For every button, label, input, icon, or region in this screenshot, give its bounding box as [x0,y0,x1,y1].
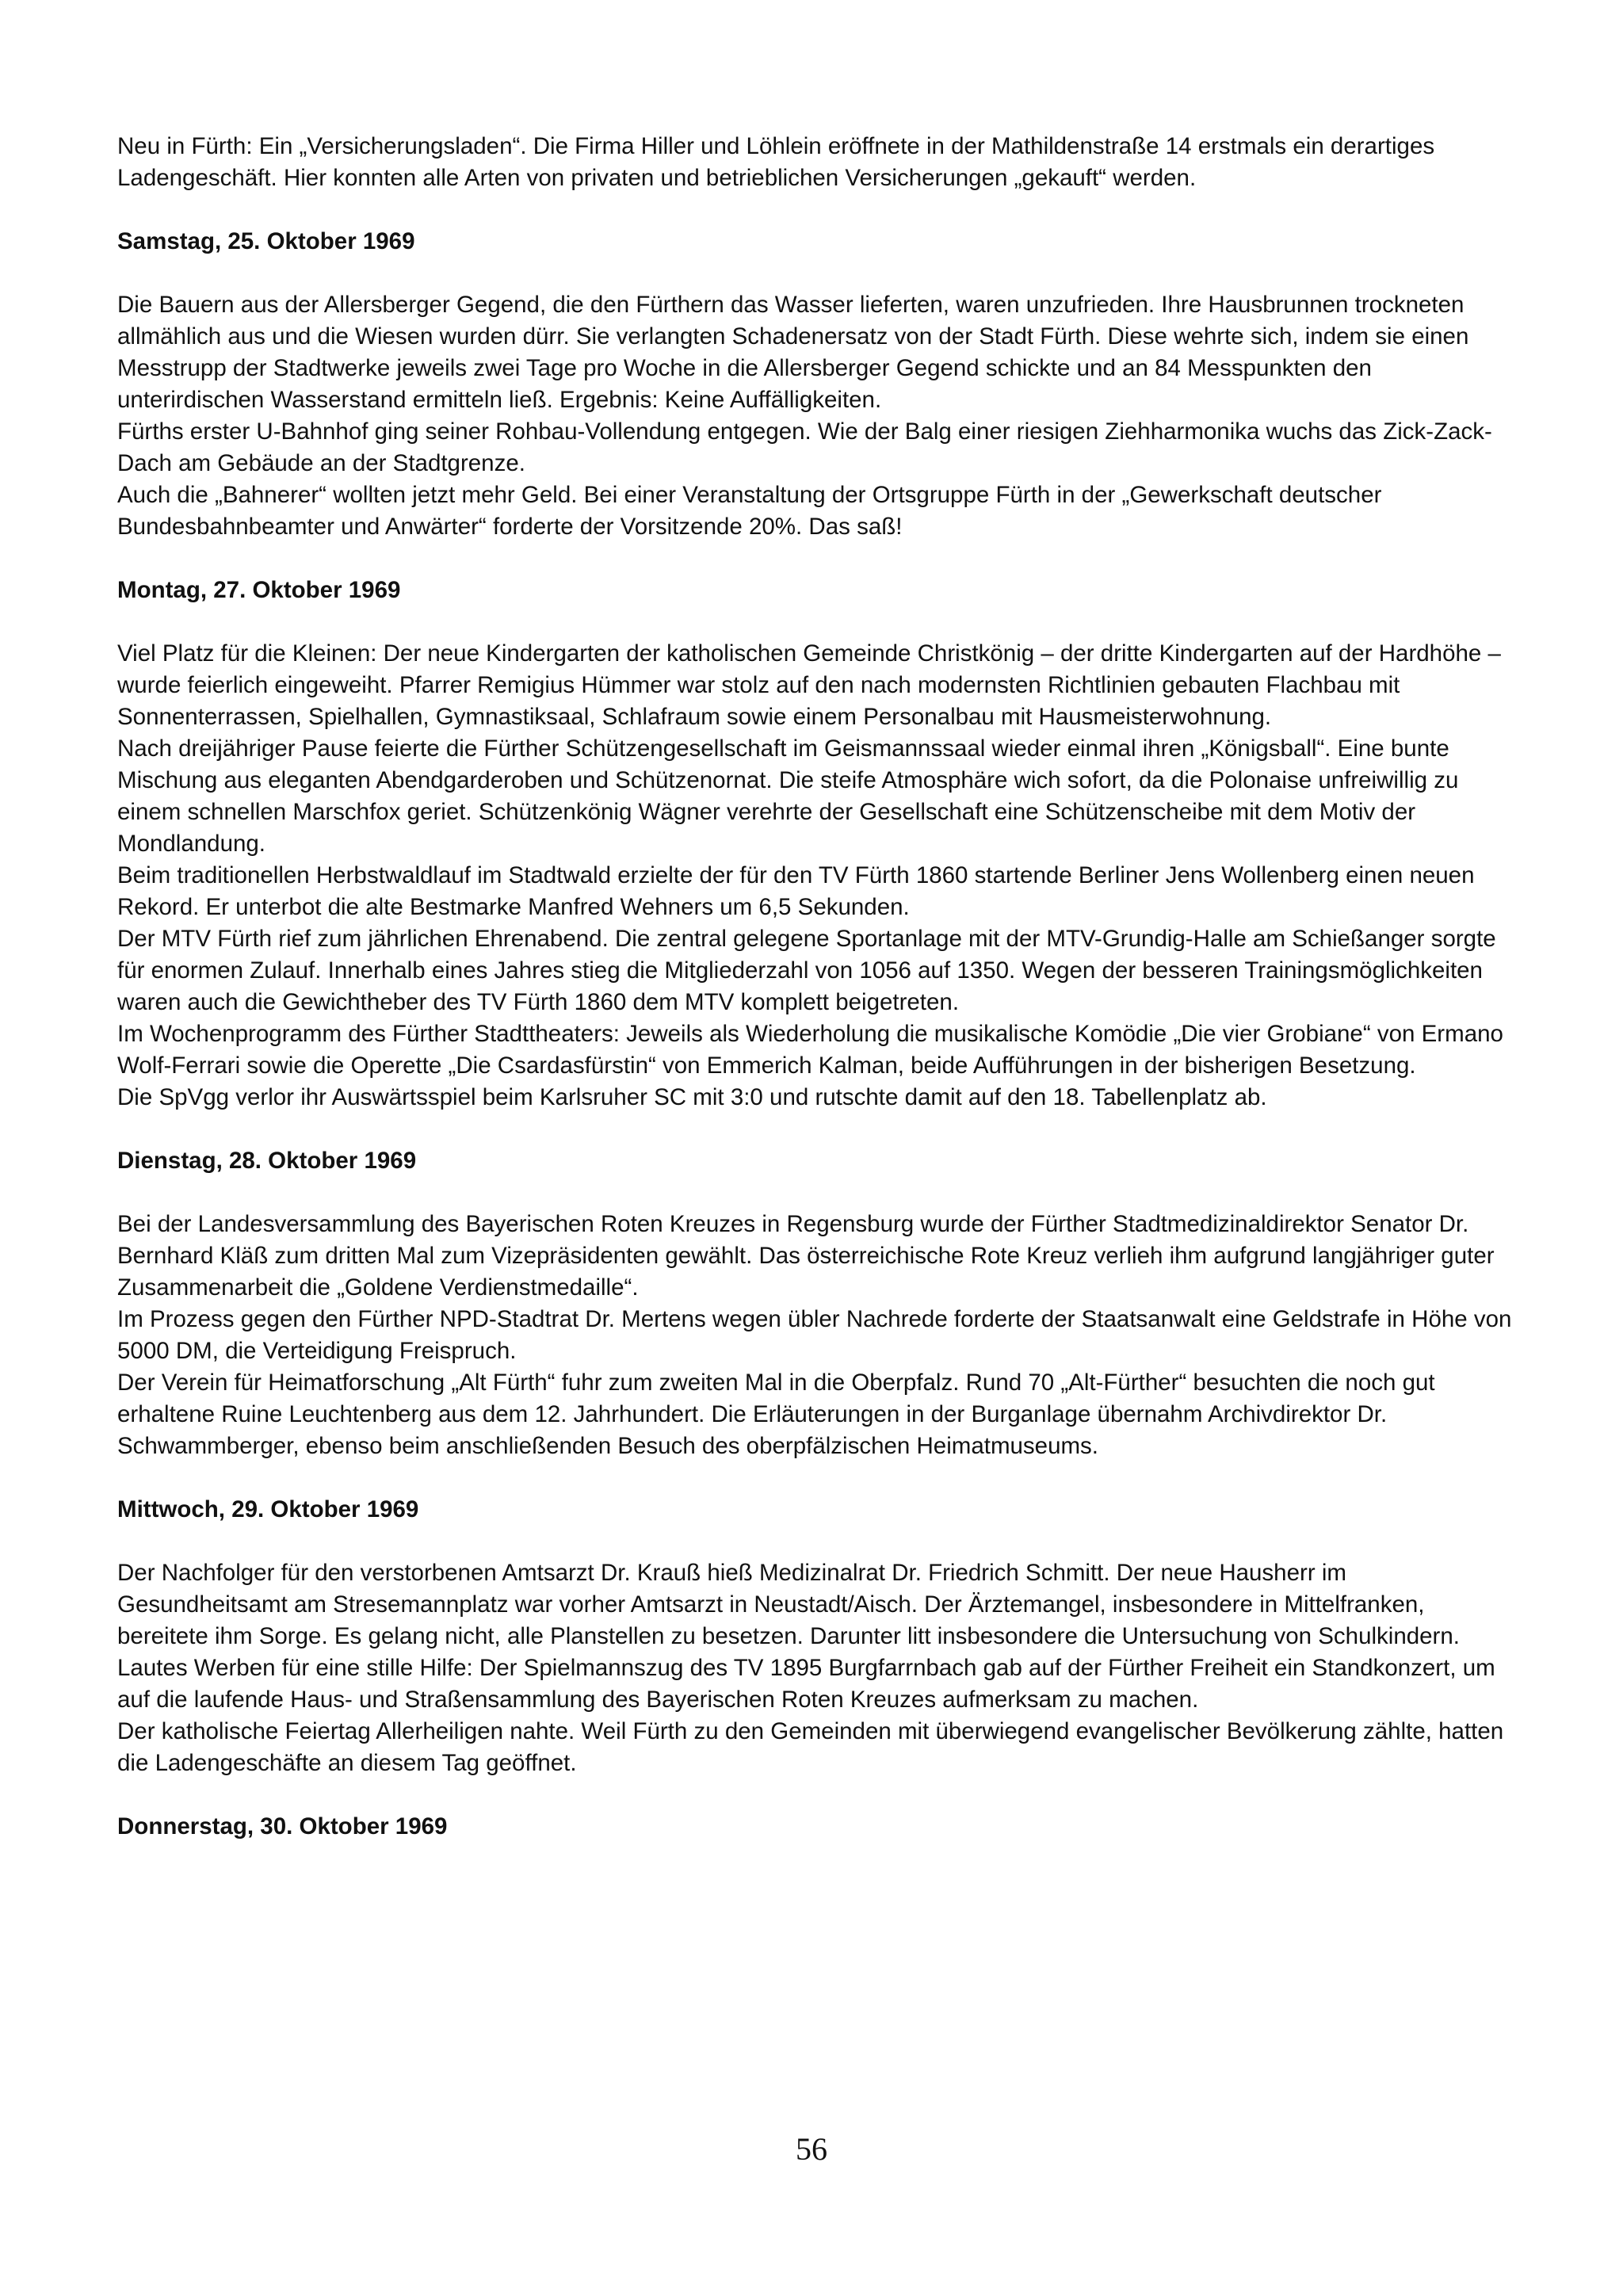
section-mittwoch-29-oktober [117,1494,1518,1779]
section-donnerstag-30-oktober [117,1811,1518,1843]
paragraph: Viel Platz für die Kleinen: Der neue Kindergarten der katholischen Gemeinde Christkönig – der dritte Kindergarten auf der Hardhöhe – wurde feierlich eingeweiht. Pfarrer Remigius Hümmer war stolz auf den nach modernsten Richtlinien gebauten Flachbau mit Sonnenterrassen, Spielhallen, Gymnastiksaal, Schlafraum sowie einem Personalbau mit Hausmeisterwohnung. [117,640,1501,730]
paragraph: Der Nachfolger für den verstorbenen Amtsarzt Dr. Krauß hieß Medizinalrat Dr. Friedrich Schmitt. Der neue Hausherr im Gesundheitsamt am Stresemannplatz war vorher Amtsarzt in Neustadt/Aisch. Der Ärztemangel, insbesondere in Mittelfranken, bereitete ihm Sorge. Es gelang nicht, alle Planstellen zu besetzen. Darunter litt insbesondere die Untersuchung von Schulkindern. [117,1560,1460,1649]
paragraph: Im Wochenprogramm des Fürther Stadttheaters: Jeweils als Wiederholung die musikalische Komödie „Die vier Grobiane“ von Ermano Wolf-Ferrari sowie die Operette „Die Csardasfürstin“ von Emmerich Kalman, beide Aufführungen in der bisherigen Besetzung. [117,1021,1503,1079]
date-heading: Mittwoch, 29. Oktober 1969 [117,1496,419,1522]
date-heading: Dienstag, 28. Oktober 1969 [117,1148,417,1174]
paragraph: Der katholische Feiertag Allerheiligen nahte. Weil Fürth zu den Gemeinden mit überwiegend evangelischer Bevölkerung zählte, hatten die Ladengeschäfte an diesem Tag geöffnet. [117,1718,1504,1776]
section-samstag-25-oktober [117,226,1518,543]
paragraph: Der MTV Fürth rief zum jährlichen Ehrenabend. Die zentral gelegene Sportanlage mit der MTV-Grundig-Halle am Schießanger sorgte für enormen Zulauf. Innerhalb eines Jahres stieg die Mitgliederzahl von 1056 auf 1350. Wegen der besseren Trainingsmöglichkeiten waren auch die Gewichtheber des TV Fürth 1860 dem MTV komplett beigetreten. [117,926,1496,1015]
section-dienstag-28-oktober [117,1145,1518,1462]
paragraph: Der Verein für Heimatforschung „Alt Fürth“ fuhr zum zweiten Mal in die Oberpfalz. Rund 70 „Alt-Fürther“ besuchten die noch gut erhaltene Ruine Leuchtenberg aus dem 12. Jahrhundert. Die Erläuterungen in der Burganlage übernahm Archivdirektor Dr. Schwammberger, ebenso beim anschließenden Besuch des oberpfälzischen Heimatmuseums. [117,1370,1435,1459]
paragraph: Lautes Werben für eine stille Hilfe: Der Spielmannszug des TV 1895 Burgfarrnbach gab auf der Fürther Freiheit ein Standkonzert, um auf die laufende Haus- und Straßensammlung des Bayerischen Roten Kreuzes aufmerksam zu machen. [117,1655,1495,1713]
date-heading: Samstag, 25. Oktober 1969 [117,228,415,254]
paragraph: Im Prozess gegen den Fürther NPD-Stadtrat Dr. Mertens wegen übler Nachrede forderte der Staatsanwalt eine Geldstrafe in Höhe von 5000 DM, die Verteidigung Freispruch. [117,1306,1512,1364]
intro-paragraph: Neu in Fürth: Ein „Versicherungsladen“. Die Firma Hiller und Löhlein eröffnete in der Mathildenstraße 14 erstmals ein derartiges Ladengeschäft. Hier konnten alle Arten von privaten und betrieblichen Versicherungen „gekauft“ werden. [117,133,1435,191]
date-heading: Donnerstag, 30. Oktober 1969 [117,1813,448,1839]
paragraph: Die Bauern aus der Allersberger Gegend, die den Fürthern das Wasser lieferten, waren unzufrieden. Ihre Hausbrunnen trockneten allmählich aus und die Wiesen wurden dürr. Sie verlangten Schadenersatz von der Stadt Fürth. Diese wehrte sich, indem sie einen Messtrupp der Stadtwerke jeweils zwei Tage pro Woche in die Allersberger Gegend schickte und an 84 Messpunkten den unterirdischen Wasserstand ermitteln ließ. Ergebnis: Keine Auffälligkeiten. [117,292,1469,413]
page-content [117,131,1518,1874]
paragraph: Bei der Landesversammlung des Bayerischen Roten Kreuzes in Regensburg wurde der Fürther Stadtmedizinaldirektor Senator Dr. Bernhard Kläß zum dritten Mal zum Vizepräsidenten gewählt. Das österreichische Rote Kreuz verlieh ihm aufgrund langjähriger guter Zusammenarbeit die „Goldene Verdienstmedaille“. [117,1211,1495,1301]
paragraph: Fürths erster U-Bahnhof ging seiner Rohbau-Vollendung entgegen. Wie der Balg einer riesigen Ziehharmonika wuchs das Zick-Zack-Dach am Gebäude an der Stadtgrenze. [117,418,1492,476]
paragraph: Die SpVgg verlor ihr Auswärtsspiel beim Karlsruher SC mit 3:0 und rutschte damit auf den 18. Tabellenplatz ab. [117,1084,1267,1110]
section-montag-27-oktober [117,575,1518,1114]
date-heading: Montag, 27. Oktober 1969 [117,577,401,603]
page-number: 56 [796,2131,827,2167]
paragraph: Nach dreijähriger Pause feierte die Fürther Schützengesellschaft im Geismannssaal wieder einmal ihren „Königsball“. Eine bunte Mischung aus eleganten Abendgarderoben und Schützenornat. Die steife Atmosphäre wich sofort, da die Polonaise unfreiwillig zu einem schnellen Marschfox geriet. Schützenkönig Wägner verehrte der Gesellschaft eine Schützenscheibe mit dem Motiv der Mondlandung. [117,735,1459,857]
paragraph: Auch die „Bahnerer“ wollten jetzt mehr Geld. Bei einer Veranstaltung der Ortsgruppe Fürth in der „Gewerkschaft deutscher Bundesbahnbeamter und Anwärter“ forderte der Vorsitzende 20%. Das saß! [117,482,1382,540]
paragraph: Beim traditionellen Herbstwaldlauf im Stadtwald erzielte der für den TV Fürth 1860 startende Berliner Jens Wollenberg einen neuen Rekord. Er unterbot die alte Bestmarke Manfred Wehners um 6,5 Sekunden. [117,862,1475,920]
